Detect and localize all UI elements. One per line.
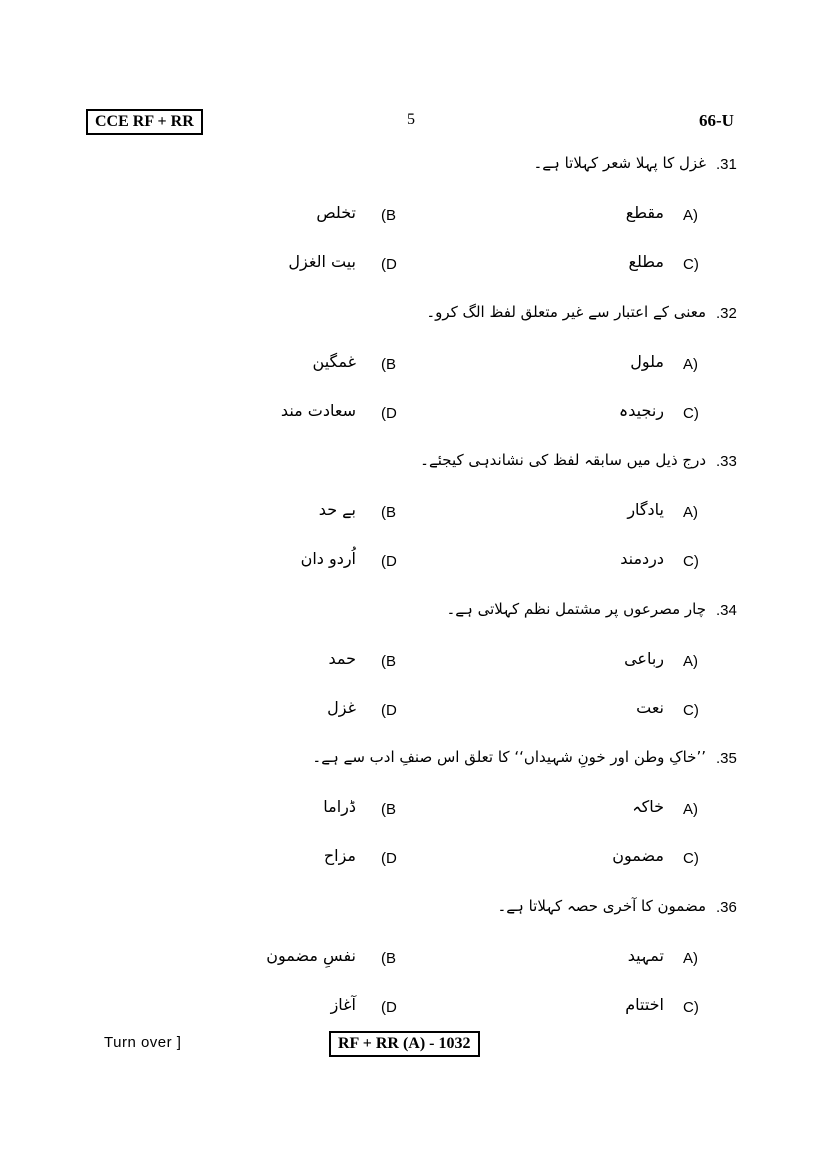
question-number: .32 bbox=[716, 304, 737, 322]
option-label: A) bbox=[683, 355, 698, 373]
question-number: .35 bbox=[716, 750, 737, 768]
option-text: مزاح bbox=[323, 846, 356, 866]
option-label: C) bbox=[683, 850, 699, 868]
option-label: (D bbox=[381, 256, 397, 273]
question-text: معنی کے اعتبار سے غیر متعلق لفظ الگ کرو۔ bbox=[426, 302, 706, 321]
option-text: مقطع bbox=[625, 203, 664, 222]
option-text: تمہید bbox=[627, 946, 664, 965]
question-number: .31 bbox=[716, 156, 737, 173]
option-label: A) bbox=[683, 504, 698, 522]
option-text: بے حد bbox=[318, 500, 356, 520]
option-text: بیت الغزل bbox=[288, 252, 356, 271]
question-text: غزل کا پہلا شعر کہلاتا ہے۔ bbox=[533, 154, 706, 172]
option-text: دردمند bbox=[620, 549, 664, 569]
question-text: چار مصرعوں پر مشتمل نظم کہلاتی ہے۔ bbox=[446, 599, 706, 618]
option-text: تخلص bbox=[316, 203, 356, 222]
option-text: غزل bbox=[327, 697, 356, 717]
paper-id-text: RF + RR (A) - 1032 bbox=[338, 1035, 471, 1052]
option-text: رنجیدہ bbox=[618, 400, 664, 420]
option-label: A) bbox=[683, 652, 698, 670]
option-label: (B bbox=[381, 207, 396, 224]
option-text: یادگار bbox=[627, 500, 664, 520]
option-text: مضمون bbox=[612, 846, 664, 866]
option-label: (D bbox=[381, 999, 397, 1016]
option-label: C) bbox=[683, 999, 699, 1016]
option-label: (D bbox=[381, 404, 397, 422]
question-number: .33 bbox=[716, 453, 737, 471]
option-label: A) bbox=[683, 207, 698, 224]
option-text: حمد bbox=[328, 648, 356, 668]
turn-over-text: Turn over ] bbox=[104, 1034, 182, 1051]
option-label: (B bbox=[381, 950, 396, 967]
option-label: (B bbox=[381, 504, 396, 522]
option-label: A) bbox=[683, 950, 698, 967]
option-text: اختتام bbox=[625, 995, 664, 1014]
option-text: نعت bbox=[636, 697, 664, 717]
option-label: A) bbox=[683, 801, 698, 819]
option-text: آغاز bbox=[330, 995, 356, 1014]
page-number: 5 bbox=[407, 111, 415, 128]
option-label: (B bbox=[381, 652, 396, 670]
option-label: (D bbox=[381, 553, 397, 571]
option-text: ملول bbox=[630, 351, 664, 371]
option-text: ڈراما bbox=[323, 797, 356, 817]
question-number: .36 bbox=[716, 899, 737, 916]
option-label: (B bbox=[381, 355, 396, 373]
question-number: .34 bbox=[716, 601, 737, 619]
option-text: خاکہ bbox=[632, 797, 664, 817]
option-label: C) bbox=[683, 256, 699, 273]
option-label: (D bbox=[381, 701, 397, 719]
option-text: مطلع bbox=[628, 252, 664, 271]
option-label: C) bbox=[683, 553, 699, 571]
exam-code-box bbox=[86, 109, 203, 135]
question-text: ’’خاکِ وطن اور خونِ شہیداں‘‘ کا تعلق اس صنفِ ادب سے ہے۔ bbox=[312, 748, 706, 767]
option-label: C) bbox=[683, 404, 699, 422]
option-text: غمگین bbox=[312, 351, 356, 371]
option-label: C) bbox=[683, 701, 699, 719]
option-text: رباعی bbox=[624, 648, 664, 668]
paper-id-box bbox=[329, 1031, 480, 1057]
question-text: مضمون کا آخری حصہ کہلاتا ہے۔ bbox=[497, 897, 706, 915]
question-text: درج ذیل میں سابقہ لفظ کی نشاندہی کیجئے۔ bbox=[420, 451, 706, 470]
exam-code-text: CCE RF + RR bbox=[95, 113, 194, 130]
option-text: اُردو دان bbox=[300, 549, 356, 569]
option-label: (D bbox=[381, 850, 397, 868]
option-text: نفسِ مضمون bbox=[266, 946, 356, 965]
option-label: (B bbox=[381, 801, 396, 819]
paper-code: 66-U bbox=[699, 111, 734, 130]
option-text: سعادت مند bbox=[280, 400, 356, 420]
